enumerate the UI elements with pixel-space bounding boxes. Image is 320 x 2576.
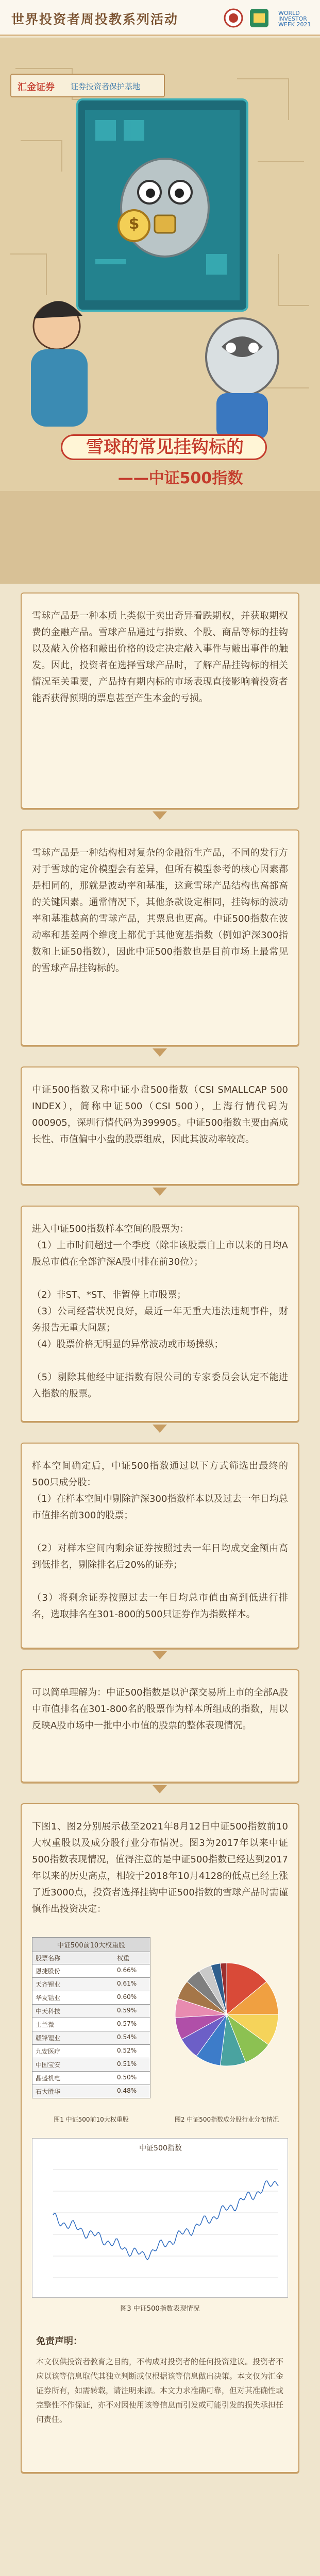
figure1-table-row xyxy=(32,2031,150,2045)
figure1-table xyxy=(32,1937,150,2098)
page-header xyxy=(0,0,320,36)
stock-weight: 0.60% xyxy=(117,1993,137,2001)
figure1-table-row xyxy=(32,2058,150,2072)
coin-symbol: $ xyxy=(128,215,140,233)
hero-illustration xyxy=(0,38,320,584)
down-arrow-icon xyxy=(153,811,167,820)
figure1-header: 中证500前10大权重股 xyxy=(32,1937,150,1952)
figure1-caption: 图1 中证500前10大权重股 xyxy=(54,2116,129,2123)
down-arrow-icon xyxy=(153,1651,167,1659)
brand-badge-name: 汇金证券 xyxy=(18,82,55,93)
stock-name: 石大胜华 xyxy=(36,2088,61,2095)
figure2-caption: 图2 中证500指数成分股行业分布情况 xyxy=(174,2116,279,2123)
figure1-col-header-row xyxy=(32,1952,150,1964)
paragraph-figures-intro: 下图1、图2分别展示截至2021年8月12日中证500指数前10大权重股以及成分股行业分布情况。图3为2017年以来中证500指数表现情况，值得注意的是中证500指数已经达到2017年以来的历史高点，相较于2018年10月4128的低点已经上涨了近3000点，投资者选择挂钩中证500指数的雪球产品时需谨慎作出投资决定： xyxy=(32,1821,288,1914)
sample-space-item: （2）非ST、*ST、非暂停上市股票； xyxy=(32,1290,187,1300)
sample-space-item: （4）股票价格无明显的异常波动或市场操纵； xyxy=(32,1339,224,1350)
figure1-table-row xyxy=(32,2005,150,2018)
csrc-emblem-icon xyxy=(223,8,244,28)
paragraph-csi500-intro: 中证500指数又称中证小盘500指数（CSI SMALLCAP 500 INDEX），简称中证500（CSI 500），上海行情代码为000905，深圳行情代码为399905。中证500指数主要由高成长性、市值偏中小盘的股票组成，因此其波动率较高。 xyxy=(32,1084,288,1145)
down-arrow-icon xyxy=(153,1188,167,1196)
brand-badge-sub: 证券投资者保护基地 xyxy=(71,82,141,91)
figure3-line-chart xyxy=(38,2154,283,2293)
stock-weight: 0.52% xyxy=(117,2047,137,2054)
stock-weight: 0.61% xyxy=(117,1980,137,1987)
down-arrow-icon xyxy=(153,1785,167,1793)
figure3-chart-frame xyxy=(32,2138,288,2298)
down-arrow-icon xyxy=(153,1425,167,1433)
stock-name: 天齐锂业 xyxy=(36,1981,61,1988)
disclaimer-text: 本文仅供投资者教育之目的，不构成对投资者的任何投资建议。投资者不应以该等信息取代其独立判断或仅根据该等信息做出决策。本文仅为汇金证券所有，如需转载，请注明来源。本文力求准确可靠，但对其准确性或完整性不作保证，亦不对因使用该等信息而引发或可能引发的损失承担任何责任。 xyxy=(36,2357,284,2424)
investor-week-emblem-icon xyxy=(248,7,270,29)
stock-name: 赣锋锂业 xyxy=(36,2035,61,2042)
figure1-table-row xyxy=(32,2045,150,2058)
stock-name: 中国宝安 xyxy=(36,2061,61,2069)
paragraph-pricing: 雪球产品是一种结构相对复杂的金融衍生产品，不同的发行方对于雪球的定价模型会有差异，但所有模型参考的核心因素都是相同的，那就是波动率和基准，这意雪球产品结构也高都高的关键因素。通常情况下，其他条款设定相同，挂钩标的波动率和基准越高的雪球产品，其票息也更高。中证500指数在波动率和基差两个维度上都优于其他宽基指数（例如沪深300指数和上证50指数），因此中证500指数也是目前市场上最常见的雪球产品挂钩标的。 xyxy=(32,848,288,974)
figure1-col-weight: 权重 xyxy=(117,1955,130,1962)
hero-banner xyxy=(0,38,320,584)
brand-badge xyxy=(10,74,165,97)
sample-space-item: （3）公司经营状况良好，最近一年无重大违法违规事件，财务报告无重大问题； xyxy=(32,1306,288,1333)
index-series-line xyxy=(53,2181,278,2260)
coin-icon xyxy=(116,208,152,244)
stock-name: 士兰微 xyxy=(36,2021,55,2028)
sample-space-item: （1）上市时间超过一个季度（除非该股票自上市以来的日均A股总市值在全部沪深A股中排在前30位）； xyxy=(32,1240,288,1267)
sample-space-item: （5）剔除其他经中证指数有限公司的专家委员会认定不能进入指数的股票。 xyxy=(32,1372,288,1399)
stock-weight: 0.51% xyxy=(117,2060,137,2067)
figure1-table-row xyxy=(32,2018,150,2031)
stock-weight: 0.66% xyxy=(117,1967,137,1974)
stock-weight: 0.50% xyxy=(117,2074,137,2081)
stock-weight: 0.59% xyxy=(117,2007,137,2014)
figure2-pie-chart xyxy=(165,1953,289,2076)
stock-name: 华友钴业 xyxy=(36,1994,61,2002)
stock-name: 九安医疗 xyxy=(36,2048,61,2055)
paragraph-intro: 雪球产品是一种本质上类似于卖出奇异看跌期权，并获取期权费的金融产品。雪球产品通过与指数、个股、商品等标的挂钩以及敲入价格和敲出价格的设定决定敲入事件与敲出事件的触发。因此，投资者在选择雪球产品时，了解产品挂钩标的相关情况至关重要，产品持有期内标的市场表现直接影响着投资者能否获得预期的票息甚至产生本金的亏损。 xyxy=(32,611,288,704)
paragraph-sample-space-intro: 进入中证500指数样本空间的股票为： xyxy=(32,1224,189,1234)
selection-item: （1）在样本空间中剔除沪深300指数样本以及过去一年日均总市值排名前300的股票； xyxy=(32,1494,288,1521)
paragraph-summary: 可以简单理解为：中证500指数是以沪深交易所上市的全部A股中市值排名在301-800名的股票作为样本所组成的指数，用以反映A股市场中一批中小市值的股票的整体表现情况。 xyxy=(32,1687,288,1731)
disclaimer-title: 免责声明： xyxy=(36,2336,82,2347)
selection-item: （2）对样本空间内剩余证券按照过去一年日均成交金额由高到低排名，剔除排名后20%的证券； xyxy=(32,1543,288,1570)
world-investor-week-logo: WORLD INVESTOR WEEK 2021 xyxy=(278,10,311,28)
stock-weight: 0.57% xyxy=(117,2020,137,2027)
figure1-table-row xyxy=(32,1978,150,1991)
figure3-caption: 图3 中证500指数表现情况 xyxy=(120,2305,200,2313)
stock-weight: 0.48% xyxy=(117,2087,137,2094)
hero-title-line1: 雪球的常见挂钩标的 xyxy=(86,437,244,457)
figure1-table-row xyxy=(32,2085,150,2098)
stock-name: 晶盛机电 xyxy=(36,2075,61,2082)
stock-name: 恩捷股份 xyxy=(36,1968,61,1975)
stock-name: 中天科技 xyxy=(36,2008,61,2015)
stock-weight: 0.54% xyxy=(117,2033,137,2041)
figure1-table-row xyxy=(32,1964,150,1978)
figure3-title: 中证500指数 xyxy=(139,2144,182,2153)
paragraph-selection-intro: 样本空间确定后，中证500指数通过以下方式筛选出最终的500只成分股： xyxy=(32,1461,288,1488)
selection-item: （3）将剩余证券按照过去一年日均总市值由高到低进行排名，选取排名在301-800的500只证券作为指数样本。 xyxy=(32,1592,288,1620)
down-arrow-icon xyxy=(153,1048,167,1057)
figure1-table-row xyxy=(32,1991,150,2005)
figure1-col-name: 股票名称 xyxy=(36,1955,61,1962)
header-title: 世界投资者周投教系列活动 xyxy=(11,12,179,27)
figure1-table-row xyxy=(32,2072,150,2085)
hero-title-line2: ——中证500指数 xyxy=(117,469,243,487)
